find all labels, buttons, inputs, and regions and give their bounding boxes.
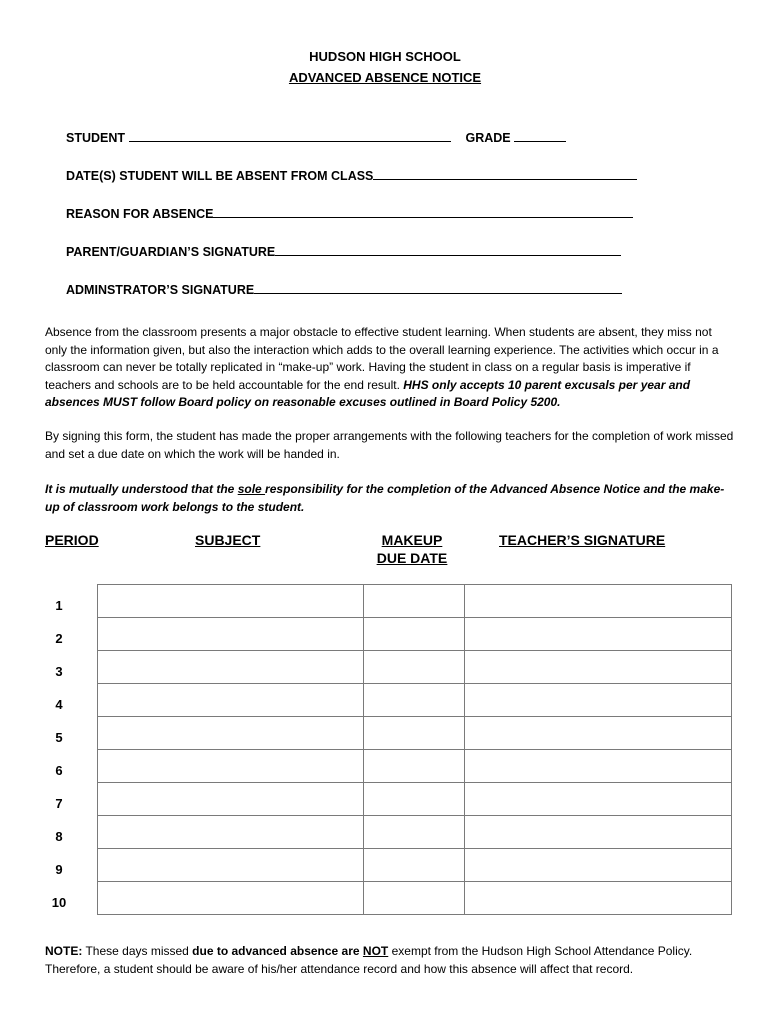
assignment-table — [97, 584, 732, 915]
policy-text: Absence from the classroom presents a major obstacle to effective student learning. When students are absent, they miss not only the information given, but also the interaction which adds to the overall learning experience. The activities which occur in a classroom can never be totally replicated in “make-up” work. Having the student in class on a regular basis is imperative if teachers and schools are to be held accountable for the end result. — [45, 325, 719, 392]
understanding-sole: sole — [237, 482, 266, 496]
student-row — [66, 129, 566, 146]
due-date-cell[interactable] — [364, 849, 465, 882]
subject-cell[interactable] — [98, 783, 364, 816]
table-row — [98, 585, 732, 618]
period-number: 2 — [55, 631, 63, 646]
period-number: 3 — [55, 664, 63, 679]
subject-cell[interactable] — [98, 618, 364, 651]
teacher-signature-cell[interactable] — [465, 849, 732, 882]
grade-label: GRADE — [465, 131, 511, 145]
period-number: 9 — [55, 862, 63, 877]
dates-input-line[interactable] — [373, 167, 637, 180]
teacher-signature-cell[interactable] — [465, 585, 732, 618]
due-date-cell[interactable] — [364, 816, 465, 849]
teacher-signature-cell[interactable] — [465, 717, 732, 750]
reason-input-line[interactable] — [213, 205, 633, 218]
subject-cell[interactable] — [98, 717, 364, 750]
subject-cell[interactable] — [98, 816, 364, 849]
student-label: STUDENT — [66, 131, 126, 145]
reason-label: REASON FOR ABSENCE — [66, 207, 214, 221]
table-row — [98, 816, 732, 849]
period-number: 7 — [55, 796, 63, 811]
period-number: 1 — [55, 598, 63, 613]
due-date-cell[interactable] — [364, 717, 465, 750]
period-number: 4 — [55, 697, 63, 712]
note-part2: exempt from the Hudson High School Attendance Policy. Therefore, a student should be aware of his/her attendance record and how this absence will affect that record. — [45, 944, 693, 976]
teacher-signature-cell[interactable] — [465, 783, 732, 816]
subject-cell[interactable] — [98, 882, 364, 915]
table-row — [98, 783, 732, 816]
table-row — [98, 618, 732, 651]
note-part1: These days missed — [82, 944, 193, 958]
school-name: HUDSON HIGH SCHOOL — [309, 49, 461, 64]
table-row — [98, 882, 732, 915]
signing-paragraph: By signing this form, the student has made the proper arrangements with the following teachers for the completion of work missed and set a due date on which the work will be handed in. — [45, 429, 734, 461]
teacher-signature-cell[interactable] — [465, 684, 732, 717]
grade-input-line[interactable] — [514, 129, 566, 142]
due-date-cell[interactable] — [364, 750, 465, 783]
table-row — [98, 849, 732, 882]
reason-row — [66, 205, 633, 222]
admin-signature-line[interactable] — [254, 281, 622, 294]
form-title: ADVANCED ABSENCE NOTICE — [288, 70, 482, 85]
due-date-cell[interactable] — [364, 684, 465, 717]
subject-cell[interactable] — [98, 750, 364, 783]
period-number: 8 — [55, 829, 63, 844]
due-date-cell[interactable] — [364, 882, 465, 915]
understanding-prefix: It is mutually understood that the — [45, 482, 238, 496]
period-header: PERIOD — [45, 532, 99, 548]
teacher-signature-cell[interactable] — [465, 816, 732, 849]
subject-cell[interactable] — [98, 849, 364, 882]
understanding-paragraph — [45, 481, 735, 516]
parent-signature-line[interactable] — [275, 243, 621, 256]
parent-signature-row — [66, 243, 621, 260]
period-number: 5 — [55, 730, 63, 745]
dates-row — [66, 167, 637, 184]
due-date-cell[interactable] — [364, 651, 465, 684]
student-input-line[interactable] — [129, 129, 451, 142]
due-date-cell[interactable] — [364, 585, 465, 618]
dates-label: DATE(S) STUDENT WILL BE ABSENT FROM CLASS — [66, 169, 374, 183]
subject-header: SUBJECT — [195, 532, 261, 548]
note-not: NOT — [362, 944, 389, 958]
table-row — [98, 717, 732, 750]
policy-emphasis: HHS only accepts 10 parent excusals per year and absences MUST follow Board policy on reasonable excuses outlined in Board Policy 5200. — [45, 377, 691, 409]
table-row — [98, 750, 732, 783]
understanding-suffix: responsibility for the completion of the Advanced Absence Notice and the make-up of classroom work belongs to the student. — [45, 482, 725, 514]
makeup-header-line1: MAKEUP — [381, 532, 443, 548]
teacher-signature-cell[interactable] — [465, 882, 732, 915]
makeup-header — [366, 531, 458, 567]
period-number: 10 — [51, 895, 67, 910]
table-row — [98, 684, 732, 717]
parent-signature-label: PARENT/GUARDIAN’S SIGNATURE — [66, 245, 276, 259]
teacher-signature-cell[interactable] — [465, 750, 732, 783]
attendance-note — [45, 943, 745, 978]
admin-signature-label: ADMINSTRATOR’S SIGNATURE — [66, 283, 255, 297]
note-bold: due to advanced absence are — [192, 944, 363, 958]
teacher-signature-cell[interactable] — [465, 651, 732, 684]
teacher-signature-header: TEACHER’S SIGNATURE — [499, 532, 666, 548]
subject-cell[interactable] — [98, 684, 364, 717]
subject-cell[interactable] — [98, 585, 364, 618]
due-date-cell[interactable] — [364, 783, 465, 816]
note-label: NOTE: — [45, 944, 83, 958]
subject-cell[interactable] — [98, 651, 364, 684]
policy-paragraph — [45, 324, 735, 412]
due-date-cell[interactable] — [364, 618, 465, 651]
makeup-header-line2: DUE DATE — [376, 550, 448, 566]
period-number: 6 — [55, 763, 63, 778]
table-row — [98, 651, 732, 684]
teacher-signature-cell[interactable] — [465, 618, 732, 651]
admin-signature-row — [66, 281, 622, 298]
